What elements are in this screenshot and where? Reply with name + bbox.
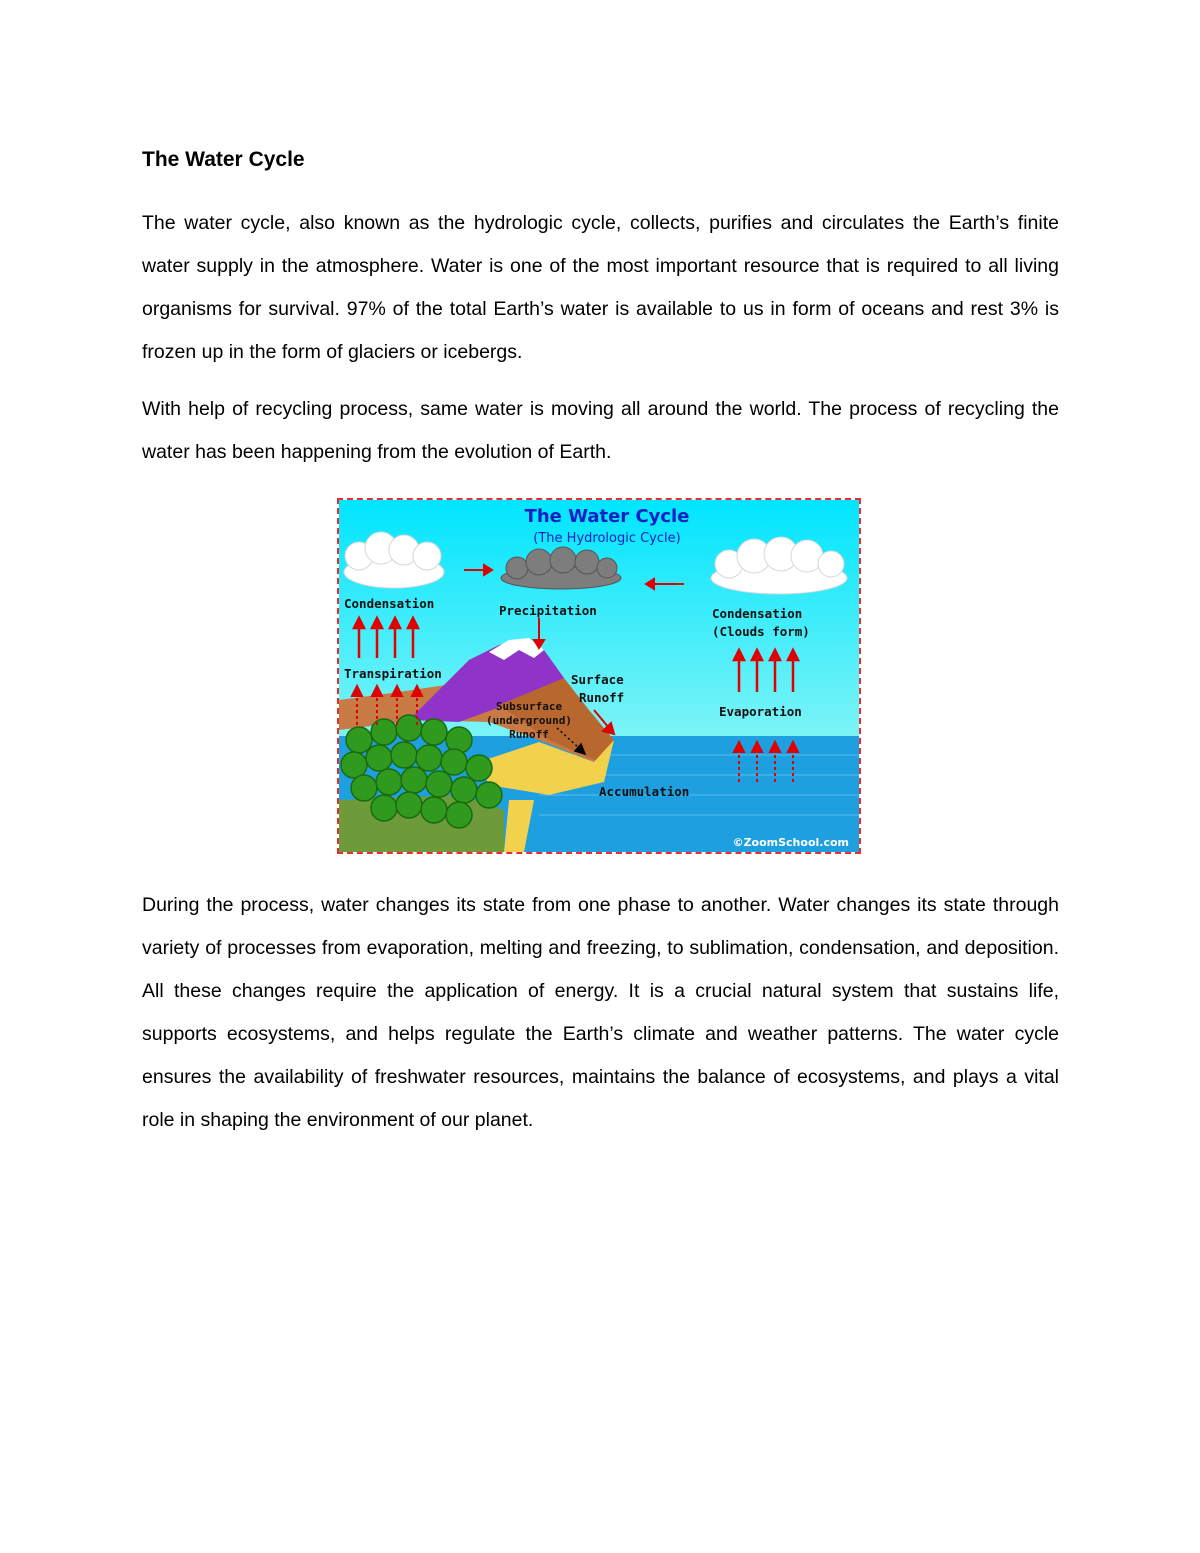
label-surface: Surface: [571, 672, 624, 687]
label-subsurface-runoff: Runoff: [509, 728, 549, 741]
label-precipitation: Precipitation: [499, 603, 597, 618]
label-evaporation: Evaporation: [719, 704, 802, 719]
diagram-title: The Water Cycle: [524, 506, 690, 527]
label-accumulation: Accumulation: [599, 784, 690, 799]
document-title: The Water Cycle: [142, 148, 305, 171]
water-cycle-svg: [339, 500, 859, 852]
figure-container: [142, 498, 1059, 858]
water-cycle-diagram: [337, 498, 861, 854]
label-condensation-right: Condensation: [712, 606, 803, 621]
diagram-credit: ©ZoomSchool.com: [732, 836, 849, 849]
label-clouds-form: (Clouds form): [712, 624, 810, 639]
paragraph-intro: The water cycle, also known as the hydrologic cycle, collects, purifies and circulates the Earth’s finite water supply in the atmosphere. Water is one of the most important resource that is required to all living organisms for survival. 97% of the total Earth’s water is available to us in form of oceans and rest 3% is frozen up in the form of glaciers or icebergs.: [142, 212, 1059, 363]
label-condensation-left: Condensation: [344, 596, 435, 611]
paragraph-recycling: With help of recycling process, same water is moving all around the world. The process of recycling the water has been happening from the evolution of Earth.: [142, 398, 1059, 463]
document-page: [142, 140, 1059, 1156]
paragraph-phases: During the process, water changes its state from one phase to another. Water changes its state through variety of processes from evaporation, melting and freezing, to sublimation, condensation, and deposition. All these changes require the application of energy. It is a crucial natural system that sustains life, supports ecosystems, and helps regulate the Earth’s climate and weather patterns. The water cycle ensures the availability of freshwater resources, maintains the balance of ecosystems, and plays a vital role in shaping the environment of our planet.: [142, 894, 1059, 1131]
label-underground: (underground): [485, 714, 573, 727]
label-surface-runoff: Runoff: [579, 690, 625, 705]
label-transpiration: Transpiration: [344, 666, 442, 681]
diagram-subtitle: (The Hydrologic Cycle): [533, 531, 681, 546]
label-subsurface: Subsurface: [495, 700, 563, 713]
